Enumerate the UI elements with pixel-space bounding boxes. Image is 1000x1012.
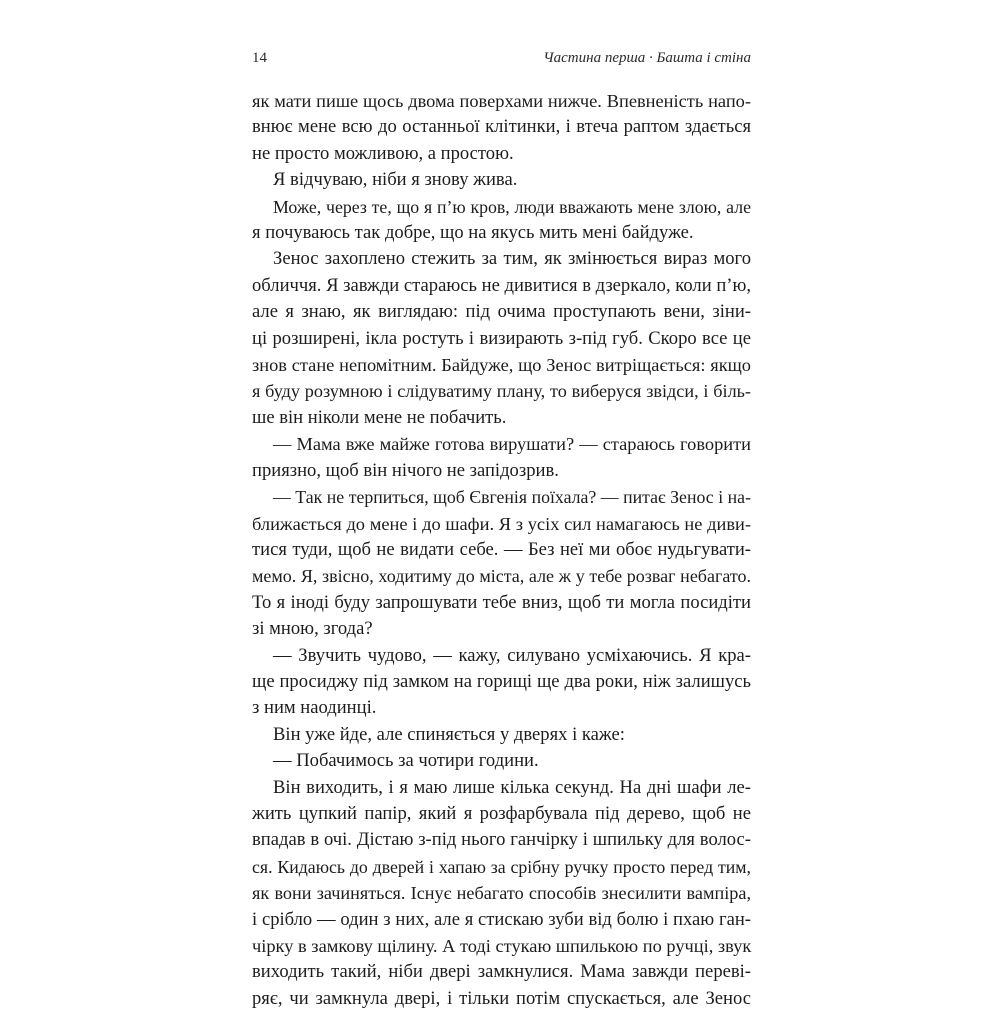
text-line: — Так не терпиться, щоб Євгенія поїхала? — питає Зенос і на- [273,487,751,508]
text-line: ці розширені, ікла ростуть і визирають з-під губ. Скоро все це [252,327,751,349]
text-line: ближається до мене і до шафи. Я з усіх сил намагаюсь не диви- [252,513,751,534]
text-line: ся. Кидаюсь до дверей і хапаю за срібну ручку просто перед тим, [252,856,751,877]
text-line: Він уже йде, але спиняється у дверях і каже: [273,723,625,745]
text-line: я буду розумною і слідуватиму плану, то виберуся звідси, і біль- [252,381,751,402]
text-line: ряє, чи замкнула двері, і тільки потім спускається, але Зенос [252,987,751,1009]
text-line: жить цупкий папір, який я розфарбувала під дерево, щоб не [252,802,751,824]
text-line: ще просиджу під замком на горищі ще два роки, ніж залишусь [252,670,751,692]
text-line: зі мною, згода? [252,618,373,640]
page-number: 14 [252,50,267,66]
text-line: Він виходить, і я маю лише кілька секунд. На дні шафи ле- [273,776,751,798]
text-line: Зенос захоплено стежить за тим, як змінюється вираз мого [273,248,751,270]
text-line: Я відчуваю, ніби я знову жива. [273,169,518,191]
text-line: приязно, щоб він нічого не запідозрив. [252,459,559,481]
text-line: — Звучить чудово, — кажу, силувано усміхаючись. Я кра- [273,644,751,666]
page-header [252,50,751,74]
text-line: обличчя. Я завжди стараюсь не дивитися в дзеркало, коли п’ю, [252,274,751,296]
text-line: впадав в очі. Дістаю з-під нього ганчірку і шпильку для волос- [252,829,751,851]
text-line: не просто можливою, а простою. [252,142,514,164]
text-line: знов стане непомітним. Байдуже, що Зенос витріщається: якщо [252,355,751,376]
text-line: мемо. Я, звісно, ходитиму до міста, але ж у тебе розваг небагато. [252,566,751,587]
text-line: То я іноді буду запрошувати тебе вниз, щоб ти могла посидіти [252,591,751,613]
text-line: ше він ніколи мене не побачить. [252,406,507,428]
text-line: я почуваюсь так добре, що на якусь мить мені байдуже. [252,222,694,244]
text-line: тися туди, щоб не видати себе. — Без неї ми обоє нудьгувати- [252,538,751,560]
text-line: внює мене всю до останньої клітинки, і втеча раптом здається [252,116,751,138]
text-line: але я знаю, як виглядаю: під очима проступають вени, зіни- [252,301,751,323]
text-line: виходить такий, ніби двері замкнулися. Мама завжди переві- [252,961,751,983]
body-text [252,88,751,1012]
text-line: як вони зачиняться. Існує небагато способів знесилити вампіра, [252,883,751,904]
running-head: Частина перша · Башта і стіна [543,50,751,66]
text-line: чірку в замкову щілину. А тоді стукаю шпилькою по ручці, звук [252,936,752,956]
text-line: і срібло — один з них, але я стискаю зуби від болю і пхаю ган- [252,908,751,930]
text-line: з ним наодинці. [252,697,377,719]
text-line: як мати пише щось двома поверхами нижче. Впевненість напо- [252,91,751,111]
text-line: — Побачимось за чотири години. [273,750,539,772]
text-line: Може, через те, що я п’ю кров, люди вважають мене злою, але [273,196,751,217]
text-line: — Мама вже майже готова вирушати? — стараюсь говорити [273,434,751,455]
